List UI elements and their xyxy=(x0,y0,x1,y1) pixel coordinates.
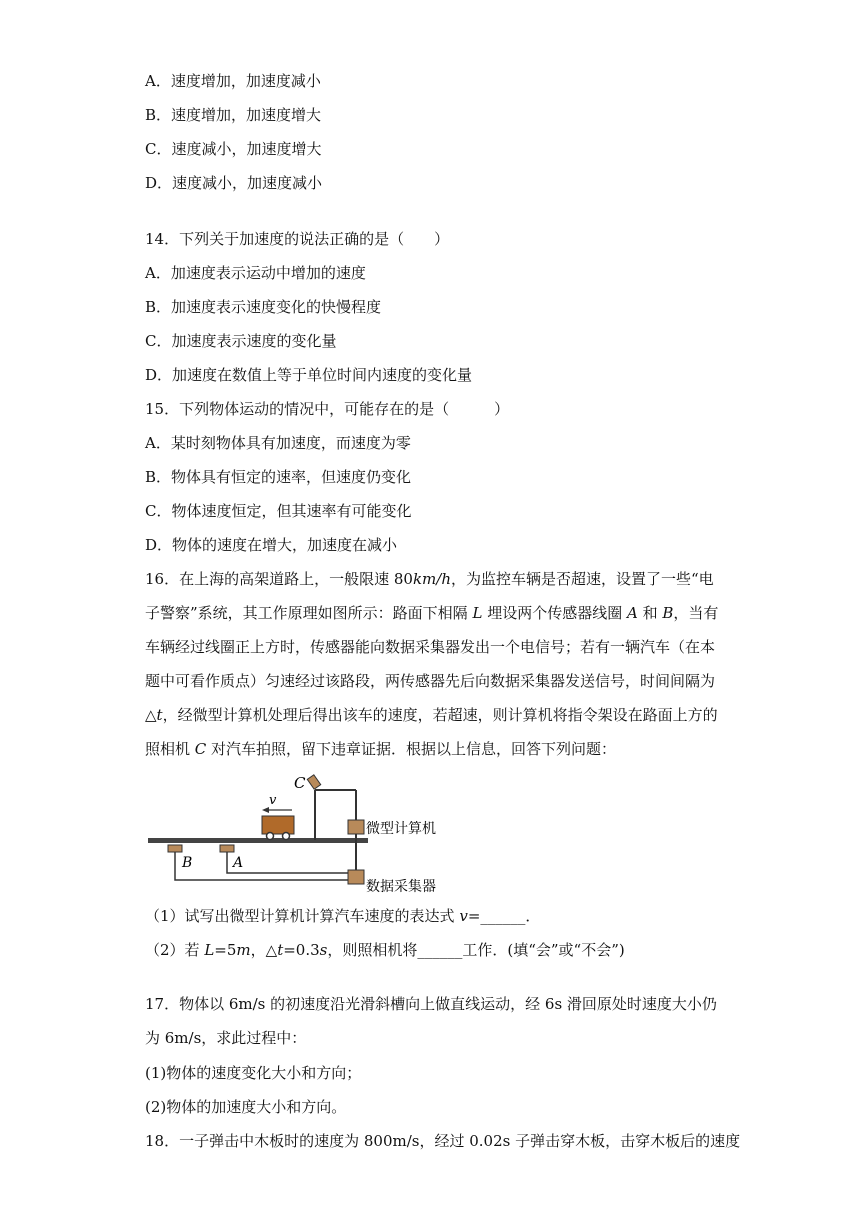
label-c: C xyxy=(294,774,306,792)
label-collector: 数据采集器 xyxy=(366,879,436,895)
q15-option-c: C．物体速度恒定，但其速率有可能变化 xyxy=(145,502,412,520)
label-v: v xyxy=(269,793,277,808)
q13-option-b: B．速度增加，加速度增大 xyxy=(145,106,322,124)
q15-stem: 15．下列物体运动的情况中，可能存在的是（ ） xyxy=(145,400,510,418)
label-b: B xyxy=(182,855,193,871)
q16-sub1: （1）试写出微型计算机计算汽车速度的表达式 v=______． xyxy=(145,907,541,925)
q14-option-d: D．加速度在数值上等于单位时间内速度的变化量 xyxy=(145,366,473,384)
sensor-b-wire xyxy=(175,852,348,880)
q17-sub1: (1)物体的速度变化大小和方向； xyxy=(145,1064,362,1082)
computer-box xyxy=(348,820,364,834)
label-a: A xyxy=(233,855,244,871)
speed-camera-diagram xyxy=(140,760,460,900)
road-line xyxy=(148,838,368,843)
q14-option-b: B．加速度表示速度变化的快慢程度 xyxy=(145,298,382,316)
q15-option-b: B．物体具有恒定的速率，但速度仍变化 xyxy=(145,468,412,486)
q16-stem: 16．在上海的高架道路上，一般限速 80km/h，为监控车辆是否超速，设置了一些“电子警察”系统，其工作原理如图所示：路面下相隔 L 埋设两个传感器线圈 A 和 B，当有车辆经过线圈正上方时，传感器能向数据采集器发出一个电信号；若有一辆汽车（在本题中可看作质点）匀速经过该路段，两传感器先后向数据采集器发送信号，时间间隔为△t，经微型计算机处理后得出该车的速度，若超速，则计算机将指令架设在路面上方的照相机 C 对汽车拍照，留下违章证据．根据以上信息，回答下列问题： xyxy=(145,570,719,758)
collector-box xyxy=(348,870,364,884)
car-icon xyxy=(262,816,294,840)
sensor-a-wire xyxy=(227,852,348,873)
q17-stem: 17．物体以 6m/s 的初速度沿光滑斜槽向上做直线运动，经 6s 滑回原处时速度大小仍为 6m/s，求此过程中： xyxy=(145,995,717,1047)
q15-option-a: A．某时刻物体具有加速度，而速度为零 xyxy=(145,434,411,452)
q16-sub2: （2）若 L=5m，△t=0.3s，则照相机将______工作．(填“会”或“不会”) xyxy=(145,941,625,959)
camera-icon xyxy=(307,775,320,789)
label-computer: 微型计算机 xyxy=(366,821,436,837)
q17-sub2: (2)物体的加速度大小和方向。 xyxy=(145,1098,347,1116)
q18-stem: 18．一子弹击中木板时的速度为 800m/s，经过 0.02s 子弹击穿木板，击穿木板后的速度 xyxy=(145,1132,741,1150)
q13-option-d: D．速度减小，加速度减小 xyxy=(145,174,323,192)
q15-option-d: D．物体的速度在增大，加速度在减小 xyxy=(145,536,398,554)
q14-stem: 14．下列关于加速度的说法正确的是（ ） xyxy=(145,230,450,248)
sensor-a xyxy=(220,845,234,852)
q13-option-c: C．速度减小，加速度增大 xyxy=(145,140,322,158)
velocity-arrowhead xyxy=(262,807,269,813)
sensor-b xyxy=(168,845,182,852)
q14-option-a: A．加速度表示运动中增加的速度 xyxy=(145,264,366,282)
q14-option-c: C．加速度表示速度的变化量 xyxy=(145,332,337,350)
q13-option-a: A．速度增加，加速度减小 xyxy=(145,72,321,90)
